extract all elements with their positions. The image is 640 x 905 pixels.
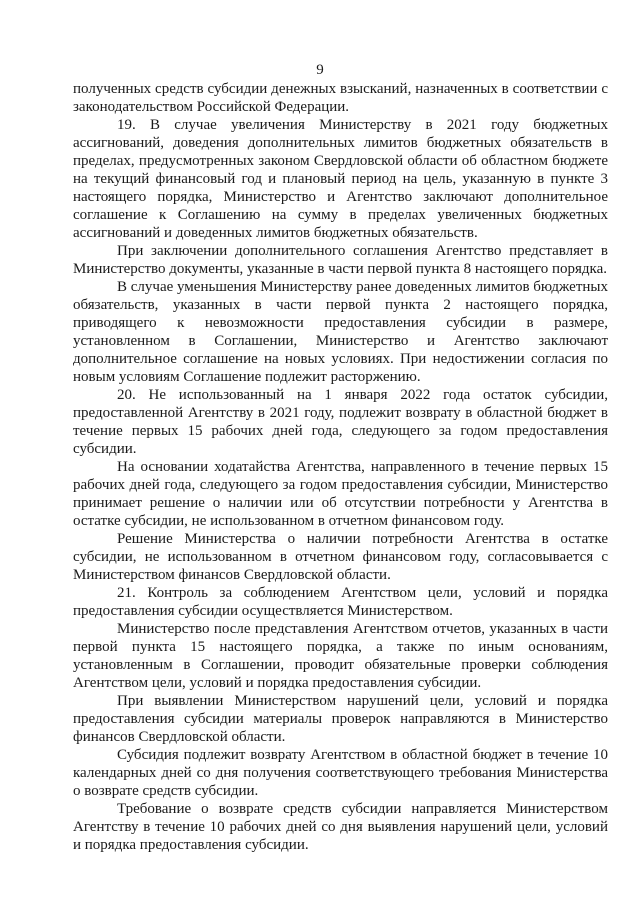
paragraph-refund: Субсидия подлежит возврату Агентством в областной бюджет в течение 10 календарных дней со дня получения соответствующего требования Министерства о возврате средств субсидии. xyxy=(73,747,608,799)
paragraph-petition: На основании ходатайства Агентства, направленного в течение первых 15 рабочих дней года, следующего за годом предоставления субсидии, Министерство принимает решение о наличии или об отсутствии потребности у Агентства в остатке субсидии, не использованном в отчетном финансовом году. xyxy=(73,459,608,529)
paragraph-refund-request: Требование о возврате средств субсидии направляется Министерством Агентству в течение 10 рабочих дней со дня выявления нарушений цели, условий и порядка предоставления субсидии. xyxy=(73,801,608,853)
paragraph-21: 21. Контроль за соблюдением Агентством цели, условий и порядка предоставления субсидии осуществляется Министерством. xyxy=(73,585,608,619)
paragraph-limits-reduction: В случае уменьшения Министерству ранее доведенных лимитов бюджетных обязательств, указанных в части первой пункта 2 настоящего порядка, приводящего к невозможности предоставления субсидии в размере, установленном в Соглашении, Министерство и Агентство заключают дополнительное соглашение на новых условиях. При недостижении согласия по новым условиям Соглашение подлежит расторжению. xyxy=(73,279,608,385)
paragraph-decision: Решение Министерства о наличии потребности Агентства в остатке субсидии, не использованном в отчетном финансовом году, согласовывается с Министерством финансов Свердловской области. xyxy=(73,531,608,583)
paragraph-violations: При выявлении Министерством нарушений цели, условий и порядка предоставления субсидии материалы проверок направляются в Министерство финансов Свердловской области. xyxy=(73,693,608,745)
document-body xyxy=(73,80,608,854)
page-number: 9 xyxy=(316,62,324,78)
paragraph-additional-agreement: При заключении дополнительного соглашения Агентство представляет в Министерство документы, указанные в части первой пункта 8 настоящего порядка. xyxy=(73,243,608,277)
paragraph-20: 20. Не использованный на 1 января 2022 года остаток субсидии, предоставленной Агентству в 2021 году, подлежит возврату в областной бюджет в течение первых 15 рабочих дней года, следующего за годом предоставления субсидии. xyxy=(73,387,608,457)
paragraph-19: 19. В случае увеличения Министерству в 2021 году бюджетных ассигнований, доведения дополнительных лимитов бюджетных обязательств в пределах, предусмотренных законом Свердловской области об областном бюджете на текущий финансовый год и плановый период на цель, указанную в пункте 3 настоящего порядка, Министерство и Агентство заключают дополнительное соглашение к Соглашению на сумму в пределах увеличенных бюджетных ассигнований и доведенных лимитов бюджетных обязательств. xyxy=(73,117,608,241)
paragraph-inspections: Министерство после представления Агентством отчетов, указанных в части первой пункта 15 настоящего порядка, а также по иным основаниям, установленным в Соглашении, проводит обязательные проверки соблюдения Агентством цели, условий и порядка предоставления субсидии. xyxy=(73,621,608,691)
paragraph-continuation: полученных средств субсидии денежных взысканий, назначенных в соответствии с законодательством Российской Федерации. xyxy=(73,81,608,115)
